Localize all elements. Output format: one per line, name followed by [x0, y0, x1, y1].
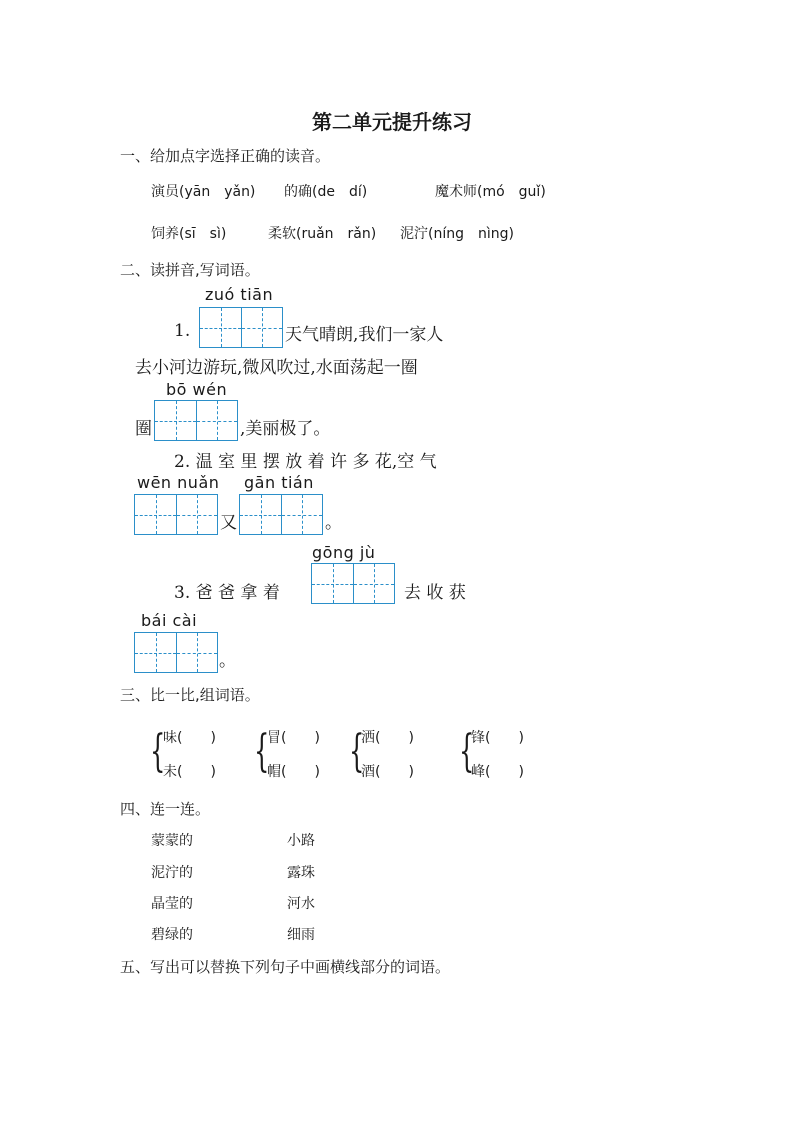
pinyin-label: bái cài: [141, 611, 198, 630]
compare-char: 味( ): [163, 730, 216, 746]
match-right-item[interactable]: 小路: [287, 833, 315, 849]
s1-item: 的确(de dí): [284, 184, 368, 200]
writing-grid[interactable]: [311, 563, 395, 604]
writing-grid[interactable]: [134, 494, 218, 535]
s1-item: 柔软(ruǎn rǎn): [268, 226, 377, 242]
pinyin-label: gōng jù: [312, 543, 376, 562]
writing-grid[interactable]: [154, 400, 238, 441]
grid-cell[interactable]: [353, 564, 394, 603]
s1-item: 演员(yān yǎn): [151, 184, 256, 200]
sentence-text: 3. 爸 爸 拿 着: [174, 583, 280, 603]
s1-item: 泥泞(níng nìng): [400, 226, 514, 242]
sentence-text: 又: [220, 513, 237, 533]
s1-item: 魔术师(mó guǐ): [435, 184, 546, 200]
grid-cell[interactable]: [176, 633, 217, 672]
match-left-item[interactable]: 蒙蒙的: [151, 833, 193, 849]
sentence-text: 去小河边游玩,微风吹过,水面荡起一圈: [135, 358, 418, 378]
pinyin-label: zuó tiān: [205, 285, 274, 304]
grid-cell[interactable]: [200, 308, 241, 347]
writing-grid[interactable]: [239, 494, 323, 535]
match-left-item[interactable]: 晶莹的: [151, 896, 193, 912]
match-left-item[interactable]: 碧绿的: [151, 927, 193, 943]
section-1-heading: 一、给加点字选择正确的读音。: [120, 147, 331, 165]
compare-char: 洒( ): [361, 730, 414, 746]
s1-item: 饲养(sī sì): [151, 226, 227, 242]
grid-cell[interactable]: [281, 495, 322, 534]
grid-cell[interactable]: [196, 401, 237, 440]
section-5-heading: 五、写出可以替换下列句子中画横线部分的词语。: [120, 958, 451, 976]
grid-cell[interactable]: [176, 495, 217, 534]
brace-icon: {: [459, 726, 475, 777]
sentence-text: 天气晴朗,我们一家人: [285, 325, 444, 345]
grid-cell[interactable]: [155, 401, 196, 440]
compare-char: 酒( ): [361, 764, 414, 780]
compare-char: 峰( ): [471, 764, 524, 780]
writing-grid[interactable]: [199, 307, 283, 348]
question-number: 1.: [174, 321, 191, 341]
page-title: 第二单元提升练习: [312, 110, 472, 134]
sentence-text: ,美丽极了。: [240, 419, 331, 439]
grid-cell[interactable]: [241, 308, 282, 347]
compare-char: 锋( ): [471, 730, 524, 746]
match-left-item[interactable]: 泥泞的: [151, 865, 193, 881]
grid-cell[interactable]: [312, 564, 353, 603]
match-right-item[interactable]: 露珠: [287, 865, 315, 881]
brace-icon: {: [349, 726, 365, 777]
brace-icon: {: [150, 726, 166, 777]
section-4-heading: 四、连一连。: [120, 800, 211, 818]
sentence-text: 去 收 获: [404, 583, 466, 603]
grid-cell[interactable]: [240, 495, 281, 534]
compare-char: 未( ): [163, 764, 216, 780]
sentence-text: 2. 温 室 里 摆 放 着 许 多 花,空 气: [174, 452, 437, 472]
brace-icon: {: [254, 726, 270, 777]
grid-cell[interactable]: [135, 495, 176, 534]
compare-char: 帽( ): [267, 764, 320, 780]
match-right-item[interactable]: 细雨: [287, 927, 315, 943]
sentence-text: 。: [325, 513, 342, 533]
pinyin-label: bō wén: [166, 380, 228, 399]
writing-grid[interactable]: [134, 632, 218, 673]
sentence-text: 。: [219, 651, 236, 671]
section-3-heading: 三、比一比,组词语。: [120, 686, 260, 704]
sentence-text: 圈: [135, 419, 152, 439]
pinyin-label: gān tián: [244, 473, 314, 492]
match-right-item[interactable]: 河水: [287, 896, 315, 912]
pinyin-label: wēn nuǎn: [137, 473, 220, 492]
grid-cell[interactable]: [135, 633, 176, 672]
compare-char: 冒( ): [267, 730, 320, 746]
section-2-heading: 二、读拼音,写词语。: [120, 261, 260, 279]
